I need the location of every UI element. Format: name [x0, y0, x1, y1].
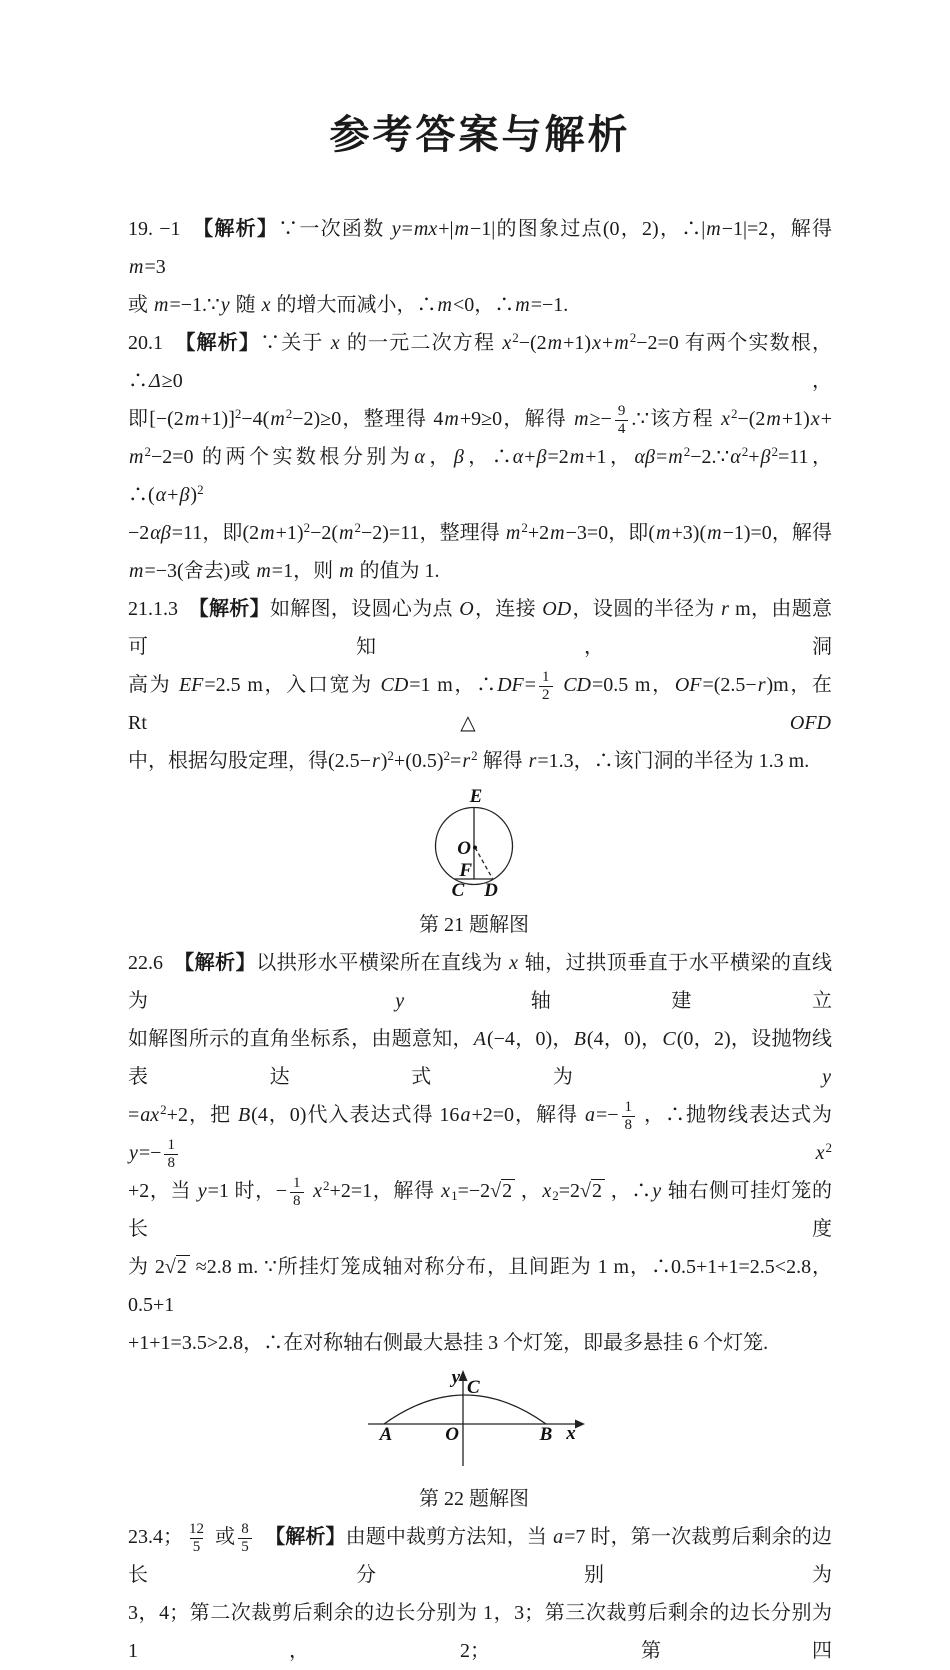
text-run [181, 1142, 815, 1164]
text-run: +2，当 [128, 1180, 197, 1202]
text-line [128, 210, 832, 286]
math-variable: m [547, 332, 563, 354]
superscript: 2 [160, 1102, 167, 1117]
text-run: +1)] [200, 408, 235, 430]
text-run: = [524, 674, 537, 696]
text-run: 23.4； [128, 1526, 183, 1548]
text-run: =1 时，− [207, 1180, 288, 1202]
label-A: A [379, 1424, 393, 1445]
fraction-numerator: 8 [241, 1520, 249, 1537]
math-variable: m [569, 446, 585, 468]
fraction [238, 1521, 252, 1556]
label-C: C [451, 880, 465, 901]
text-run: 或 [210, 1526, 236, 1548]
text-run: −(2 [737, 408, 766, 430]
text-run: ，连接 [474, 598, 542, 620]
text-run: = [401, 218, 413, 240]
text-line [128, 438, 832, 514]
text-run: 的一元二次方程 [340, 332, 502, 354]
math-variable: x [313, 1180, 323, 1202]
math-variable: O [459, 598, 474, 620]
math-variable: x [815, 1142, 825, 1164]
text-line [128, 400, 832, 438]
math-variable: m [260, 522, 275, 544]
text-run: = [128, 1104, 140, 1126]
analysis-label: 【解析】 [184, 952, 257, 974]
math-variable: r [462, 750, 471, 772]
fraction-denominator: 8 [622, 1116, 636, 1134]
math-variable: m [505, 522, 521, 544]
text-run: 的值为 1. [354, 560, 440, 582]
math-variable: m [614, 332, 629, 354]
text-run: −2( [310, 522, 339, 544]
text-line [128, 514, 832, 552]
math-variable: a [584, 1104, 595, 1126]
fraction-numerator: 1 [624, 1098, 633, 1115]
math-variable: a [553, 1526, 564, 1548]
text-run: +1) [781, 408, 810, 430]
text-run: 为 2 [128, 1256, 165, 1278]
math-variable: m [668, 446, 683, 468]
superscript: 2 [629, 330, 637, 345]
text-run: 如解图，设圆心为点 [269, 598, 459, 620]
math-variable: αβ [634, 446, 655, 468]
text-line [128, 1020, 832, 1096]
problem-19-solution [128, 210, 832, 324]
math-variable: CD [563, 674, 591, 696]
figure-22-caption: 第 22 题解图 [419, 1488, 529, 1510]
text-run: =11，∴( [128, 446, 832, 506]
fraction [622, 1099, 636, 1134]
math-variable: B [573, 1028, 586, 1050]
radius-OD-dashed [475, 848, 493, 879]
math-variable: y [197, 1180, 207, 1202]
text-run: =3 [144, 256, 166, 278]
math-variable: m [437, 294, 452, 316]
math-variable: m [256, 560, 271, 582]
superscript: 2 [730, 406, 738, 421]
math-variable: y [391, 218, 401, 240]
math-variable: m [454, 218, 469, 240]
text-run: −1|=2，解得 [721, 218, 833, 240]
radicand: 2 [591, 1179, 605, 1202]
math-variable: DF [497, 674, 524, 696]
text-run: +1) [563, 332, 592, 354]
text-run: + [601, 332, 614, 354]
figure-21-caption: 第 21 题解图 [419, 914, 529, 936]
fraction [539, 669, 553, 704]
superscript: 2 [443, 748, 451, 763]
text-line [128, 552, 832, 590]
text-run: =− [138, 1142, 162, 1164]
text-run: −4( [241, 408, 270, 430]
text-run: 的增大而减小，∴ [271, 294, 437, 316]
math-variable: OF [674, 674, 702, 696]
text-line [128, 666, 832, 742]
subscript: 1 [451, 1188, 458, 1203]
text-run: 以拱形水平横梁所在直线为 [256, 952, 509, 974]
superscript: 2 [771, 444, 778, 459]
radical-sign: √ [490, 1180, 502, 1202]
fraction-numerator: 9 [617, 402, 626, 419]
math-variable: y [652, 1180, 662, 1202]
math-variable: α [512, 446, 524, 468]
text-run: .∵该方程 [631, 408, 721, 430]
radical-sign: √ [164, 1256, 176, 1278]
superscript: 2 [144, 444, 151, 459]
text-run: =1.3，∴该门洞的半径为 1.3 m. [537, 750, 810, 772]
fraction [186, 1521, 207, 1556]
text-run: ) [380, 750, 388, 772]
label-y: y [451, 1367, 460, 1388]
text-line [128, 1594, 832, 1670]
text-run: +2=1，解得 [329, 1180, 441, 1202]
superscript: 2 [741, 444, 749, 459]
text-run: 随 [230, 294, 261, 316]
math-variable: m [339, 522, 354, 544]
text-run: 或 [128, 294, 153, 316]
text-run: 21.1.3 [128, 598, 199, 620]
figure-problem-21 [116, 786, 832, 944]
label-F: F [459, 860, 472, 881]
superscript: 2 [197, 482, 204, 497]
text-run: ，∴ [464, 446, 512, 468]
figure-problem-22 [116, 1368, 832, 1518]
superscript: 2 [234, 406, 242, 421]
text-line [128, 1518, 832, 1594]
text-run: =2 [558, 1180, 581, 1202]
text-run: −2=0 有两个实数根，∴ [128, 332, 833, 392]
math-variable: m [129, 560, 144, 582]
text-run: = [450, 750, 462, 772]
text-line [128, 1324, 832, 1362]
text-run: 即[−(2 [128, 408, 184, 430]
superscript: 2 [285, 406, 293, 421]
text-run: ，设圆的半径为 [572, 598, 721, 620]
math-variable: m [270, 408, 285, 430]
math-variable: α [414, 446, 425, 468]
text-line [128, 324, 832, 400]
text-run: m，由题意可知，洞 [128, 598, 833, 658]
math-variable: β [179, 484, 190, 506]
fraction-denominator: 5 [238, 1538, 252, 1556]
superscript: 2 [303, 520, 311, 535]
text-run: (0，2)，设抛物线表达式为 [128, 1028, 832, 1088]
text-run: −2.∵ [690, 446, 730, 468]
text-run: (4，0)代入表达式得 16 [251, 1104, 460, 1126]
text-run: −2=0 的两个实数根分别为 [150, 446, 414, 468]
fraction-numerator: 1 [293, 1174, 301, 1191]
text-run: +3)( [671, 522, 707, 544]
math-variable: A [473, 1028, 486, 1050]
superscript: 2 [683, 444, 691, 459]
text-run: +| [438, 218, 454, 240]
math-variable: x [261, 294, 271, 316]
math-variable: m [707, 522, 722, 544]
text-run: ≈2.8 m. ∵所挂灯笼成轴对称分布，且间距为 1 m，∴0.5+1+1=2.5<2.8，0.5+1 [128, 1256, 833, 1316]
label-D: D [484, 880, 498, 901]
math-variable: m [515, 294, 530, 316]
superscript: 2 [512, 330, 519, 345]
fraction [164, 1137, 178, 1172]
superscript: 2 [323, 1178, 330, 1193]
text-run: −3=0，即( [565, 522, 656, 544]
text-run: =7 时，第一次裁剪后剩余的边长分别为 [128, 1526, 833, 1586]
text-run: +2=0，解得 [471, 1104, 584, 1126]
problem-23-solution [128, 1518, 832, 1670]
math-variable: x [441, 1180, 451, 1202]
circle-diagram [414, 786, 534, 901]
text-run: 如解图所示的直角坐标系，由题意知， [128, 1028, 473, 1050]
math-variable: x [509, 952, 519, 974]
math-variable: r [371, 750, 380, 772]
math-variable: y [822, 1066, 831, 1088]
text-run: ) [190, 484, 198, 506]
text-line [128, 1172, 832, 1248]
text-run [255, 1526, 275, 1548]
math-variable: β [536, 446, 547, 468]
superscript: 2 [825, 1140, 832, 1155]
analysis-label: 【解析】 [275, 1526, 346, 1548]
math-variable: C [662, 1028, 676, 1050]
math-variable: β [453, 446, 464, 468]
text-run: ， [515, 1180, 542, 1202]
text-run: =1，则 [271, 560, 339, 582]
math-variable: β [760, 446, 771, 468]
text-line [128, 944, 832, 1020]
math-variable: m [656, 522, 671, 544]
analysis-label: 【解析】 [185, 332, 261, 354]
text-run: + [524, 446, 536, 468]
math-variable: r [721, 598, 729, 620]
fraction-denominator: 8 [290, 1192, 304, 1210]
math-variable: B [237, 1104, 251, 1126]
text-run: 22.6 [128, 952, 185, 974]
problem-21-solution [128, 590, 832, 780]
math-variable: mx [413, 218, 438, 240]
center-point-O [473, 846, 477, 850]
text-run: ，∴抛物线表达式为 [638, 1104, 833, 1126]
text-run: +2，把 [166, 1104, 237, 1126]
parabola-diagram [359, 1368, 589, 1472]
math-variable: α [730, 446, 741, 468]
math-variable: x [542, 1180, 552, 1202]
math-variable: m [129, 256, 144, 278]
math-variable: Δ [149, 370, 161, 392]
superscript: 2 [354, 520, 361, 535]
fraction [615, 403, 629, 438]
math-variable: OFD [789, 712, 831, 734]
radicand: 2 [501, 1179, 515, 1202]
radicand: 2 [176, 1255, 190, 1278]
text-run: =−2 [457, 1180, 491, 1202]
text-run: + [167, 484, 179, 506]
text-run: 中，根据勾股定理，得(2.5− [128, 750, 371, 772]
text-run: ∵关于 [260, 332, 330, 354]
math-variable: αβ [150, 522, 171, 544]
text-run: −2 [128, 522, 150, 544]
text-run: +1， [585, 446, 634, 468]
math-variable: x [502, 332, 512, 354]
math-variable: m [154, 294, 169, 316]
text-run: =− [595, 1104, 619, 1126]
text-run: 轴，过拱顶垂直于水平横梁的直线为 [128, 952, 833, 1012]
math-variable: x [330, 332, 340, 354]
subscript: 2 [552, 1188, 559, 1203]
text-line [128, 286, 832, 324]
math-variable: m [444, 408, 459, 430]
parabola-curve [384, 1395, 546, 1424]
analysis-label: 【解析】 [203, 218, 279, 240]
text-run: +1) [275, 522, 304, 544]
math-variable: CD [380, 674, 409, 696]
superscript: 2 [471, 748, 478, 763]
label-x: x [566, 1423, 576, 1444]
text-run: 20.1 [128, 332, 186, 354]
fraction-numerator: 12 [189, 1520, 204, 1537]
fraction-denominator: 5 [190, 1538, 204, 1556]
label-O: O [457, 838, 471, 859]
text-run: −1|的图象过点(0，2)，∴| [469, 218, 706, 240]
fraction-numerator: 1 [167, 1136, 175, 1153]
square-root [580, 1179, 605, 1202]
fraction-denominator: 8 [164, 1154, 178, 1172]
text-run: 3，4；第二次裁剪后剩余的边长分别为 1，3；第三次裁剪后剩余的边长分别为 1，2；第四 [128, 1602, 832, 1662]
text-line [128, 742, 832, 780]
text-run: (−4，0)， [486, 1028, 573, 1050]
label-C: C [467, 1377, 480, 1398]
text-run: −2)≥0，整理得 4 [292, 408, 444, 430]
math-variable: EF [178, 674, 204, 696]
math-variable: y [220, 294, 230, 316]
label-E: E [469, 786, 483, 807]
fraction-denominator: 2 [539, 686, 553, 704]
math-variable: y [395, 990, 405, 1012]
text-run: ， [425, 446, 453, 468]
analysis-label: 【解析】 [198, 598, 270, 620]
problem-22-solution [128, 944, 832, 1362]
text-run: )m，在 Rt△ [128, 674, 833, 734]
text-run: 高为 [128, 674, 178, 696]
text-run: ∵一次函数 [278, 218, 391, 240]
math-variable: r [528, 750, 537, 772]
math-variable: m [706, 218, 721, 240]
square-root [490, 1179, 515, 1202]
text-run: +(0.5) [393, 750, 444, 772]
text-run: =−3(舍去)或 [144, 560, 256, 582]
text-run: =2 [547, 446, 569, 468]
text-run: −(2 [518, 332, 547, 354]
text-line [128, 590, 832, 666]
text-run: =0.5 m， [592, 674, 674, 696]
text-run: 19. −1 [128, 218, 204, 240]
fraction-denominator: 4 [615, 420, 629, 438]
text-run: ，∴ [605, 1180, 652, 1202]
text-run: +2 [527, 522, 550, 544]
superscript: 2 [521, 520, 528, 535]
document-title: 参考答案与解析 [329, 112, 631, 157]
text-run: + [748, 446, 760, 468]
math-variable: OD [542, 598, 572, 620]
text-run: 由题中裁剪方法知，当 [345, 1526, 553, 1548]
problem-20-solution [128, 324, 832, 590]
fraction [290, 1175, 304, 1210]
math-variable: x [592, 332, 601, 354]
fraction-numerator: 1 [542, 668, 550, 685]
text-line [128, 1096, 832, 1172]
math-variable: m [129, 446, 144, 468]
text-run: =−1. [530, 294, 569, 316]
text-run: ≥− [589, 408, 612, 430]
text-run: <0，∴ [452, 294, 515, 316]
math-variable: ax [140, 1104, 160, 1126]
text-run: ≥0， [161, 370, 832, 392]
math-variable: m [339, 560, 354, 582]
text-line [128, 1248, 832, 1324]
text-run: +9≥0，解得 [459, 408, 574, 430]
text-run: +1+1=3.5>2.8，∴在对称轴右侧最大悬挂 3 个灯笼，即最多悬挂 6 个灯笼. [128, 1332, 769, 1354]
math-variable: r [757, 674, 766, 696]
math-variable: α [155, 484, 167, 506]
text-run: −1)=0，解得 [722, 522, 833, 544]
math-variable: x [721, 408, 730, 430]
math-variable: m [550, 522, 565, 544]
math-variable: m [574, 408, 589, 430]
square-root [165, 1255, 190, 1278]
math-variable: x [810, 408, 820, 430]
text-run: 解得 [477, 750, 528, 772]
superscript: 2 [387, 748, 394, 763]
text-run: =1 m，∴ [409, 674, 497, 696]
label-O: O [445, 1424, 459, 1445]
text-run: 轴建立 [405, 990, 833, 1012]
x-axis-arrow [575, 1420, 585, 1429]
math-variable: a [460, 1104, 471, 1126]
text-run: = [655, 446, 668, 468]
math-variable: y [129, 1142, 138, 1164]
text-run: =2.5 m，入口宽为 [204, 674, 380, 696]
text-run: (4，0)， [586, 1028, 662, 1050]
text-run: =11，即(2 [171, 522, 260, 544]
text-run: =−1.∵ [169, 294, 220, 316]
text-run: =(2.5− [702, 674, 757, 696]
text-run: −2)=11，整理得 [360, 522, 505, 544]
math-variable: m [766, 408, 781, 430]
radical-sign: √ [580, 1180, 591, 1202]
text-run: + [820, 408, 832, 430]
math-variable: m [184, 408, 200, 430]
label-B: B [539, 1424, 553, 1445]
text-run: 轴右侧可挂灯笼的长度 [128, 1180, 833, 1240]
